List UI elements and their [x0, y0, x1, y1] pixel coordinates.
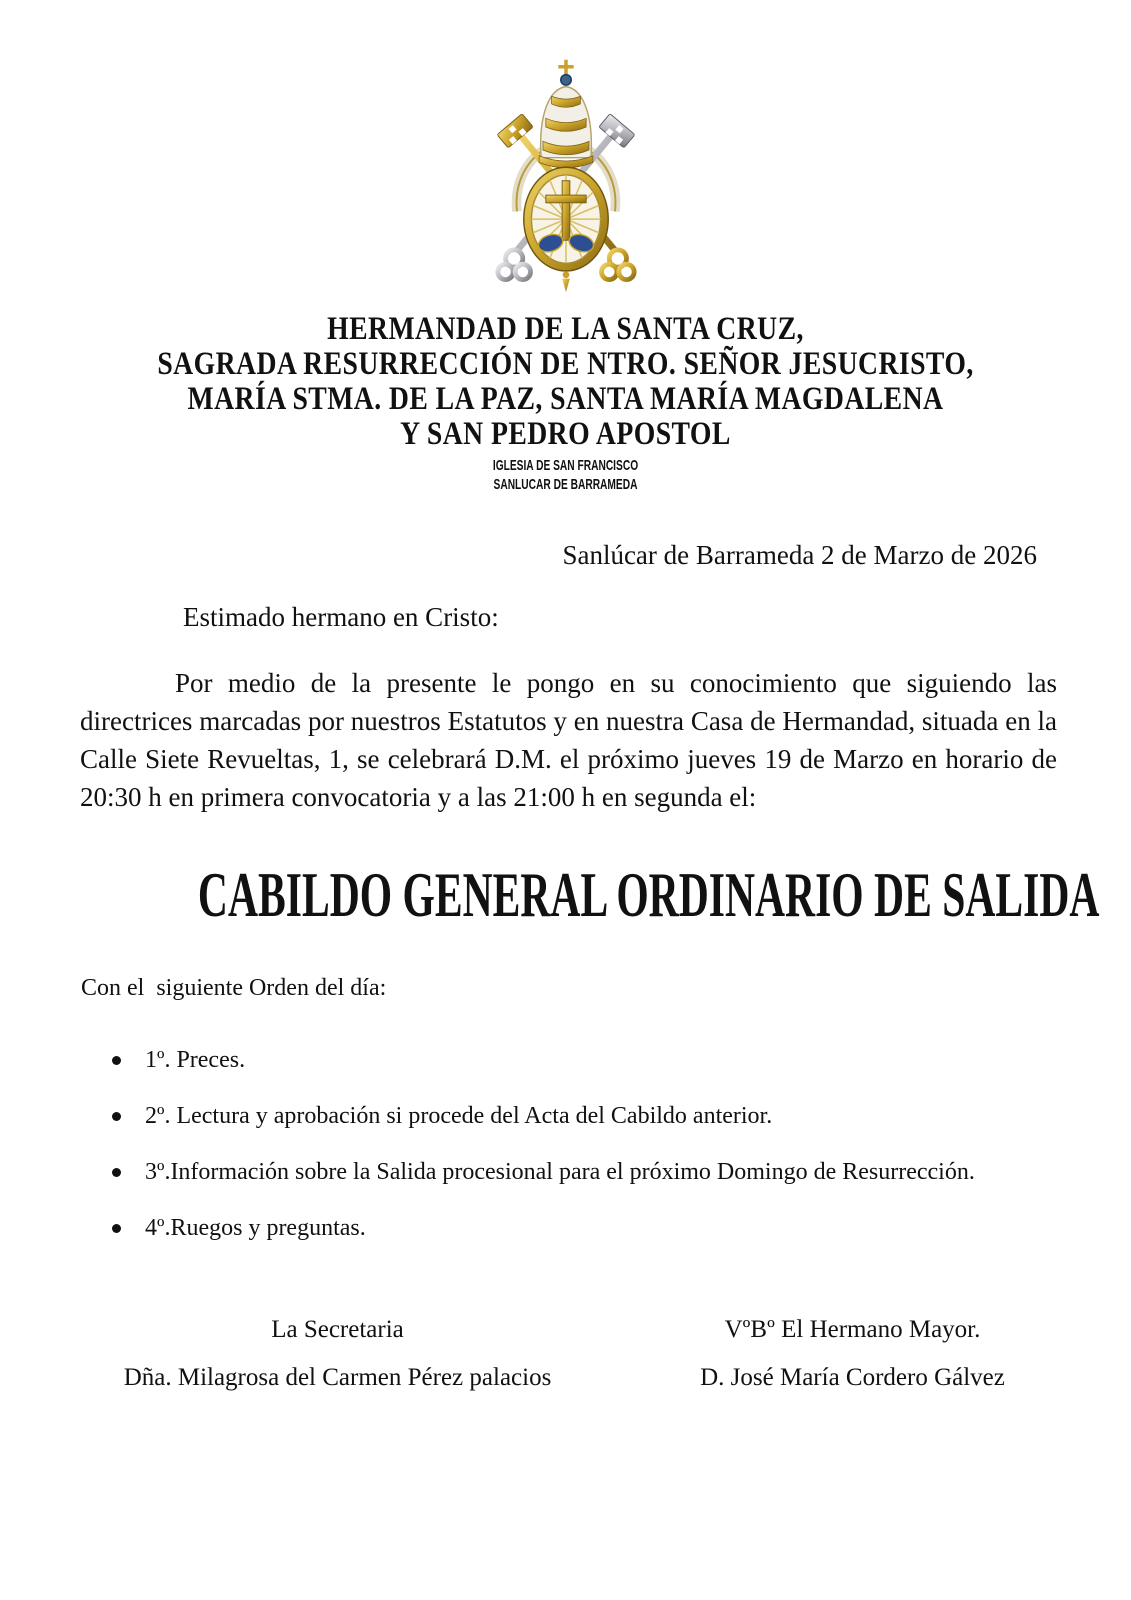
- org-name-line: SAGRADA RESURRECCIÓN DE NTRO. SEÑOR JESUCRISTO,: [157, 346, 974, 382]
- dateline: Sanlúcar de Barrameda 2 de Marzo de 2026: [562, 540, 1037, 570]
- signature-secretary-name: Dña. Milagrosa del Carmen Pérez palacios: [123, 1364, 552, 1391]
- org-name-line: MARÍA STMA. DE LA PAZ, SANTA MARÍA MAGDALENA: [187, 381, 944, 417]
- signature-hermano-mayor-name: D. José María Cordero Gálvez: [700, 1364, 1005, 1391]
- agenda-list: [112, 1045, 1092, 1269]
- agenda-item: [112, 1101, 1092, 1131]
- body-paragraph: Por medio de la presente le pongo en su conocimiento que siguiendo las directrices marcadas por nuestros Estatutos y en nuestra Casa de Hermandad, situada en la Calle Siete Revueltas, 1, se celebrará D.M. el próximo jueves 19 de Marzo en horario de 20:30 h en primera convocatoria y a las 21:00 h en segunda el:: [80, 668, 1057, 812]
- papal-tiara: [539, 60, 593, 168]
- agenda-item: [112, 1045, 1092, 1075]
- papal-crest-svg: [470, 54, 662, 294]
- bullet-icon: [112, 1112, 121, 1121]
- bullet-icon: [112, 1224, 121, 1233]
- org-subheader: [0, 456, 1131, 494]
- signature-secretary: [80, 1316, 595, 1392]
- org-name-line: HERMANDAD DE LA SANTA CRUZ,: [327, 311, 804, 347]
- signature-block: [80, 1316, 1065, 1392]
- signature-hermano-mayor: [640, 1316, 1065, 1392]
- signature-secretary-role: La Secretaria: [271, 1316, 404, 1343]
- org-name-line: Y SAN PEDRO APOSTOL: [400, 416, 731, 452]
- agenda-item-text: 4º.Ruegos y preguntas.: [145, 1215, 366, 1241]
- signature-hermano-mayor-role: VºBº El Hermano Mayor.: [724, 1316, 981, 1343]
- agenda-item-text: 3º.Información sobre la Salida procesional para el próximo Domingo de Resurrección.: [145, 1159, 975, 1185]
- papal-crest-image: [470, 54, 662, 294]
- agenda-item: [112, 1213, 1092, 1243]
- org-church-line: IGLESIA DE SAN FRANCISCO: [492, 457, 639, 474]
- agenda-item: [112, 1157, 1092, 1187]
- bullet-icon: [112, 1056, 121, 1065]
- bullet-icon: [112, 1168, 121, 1177]
- agenda-item-text: 1º. Preces.: [145, 1047, 246, 1073]
- org-city-line: SANLUCAR DE BARRAMEDA: [493, 476, 638, 493]
- agenda-item-text: 2º. Lectura y aprobación si procede del Acta del Cabildo anterior.: [145, 1103, 773, 1129]
- main-heading: CABILDO GENERAL ORDINARIO DE SALIDA: [197, 859, 1100, 930]
- cross-medallion: [522, 167, 610, 292]
- organization-header: [0, 312, 1131, 494]
- agenda-intro: Con el siguiente Orden del día:: [81, 975, 387, 1001]
- salutation: Estimado hermano en Cristo:: [183, 602, 499, 632]
